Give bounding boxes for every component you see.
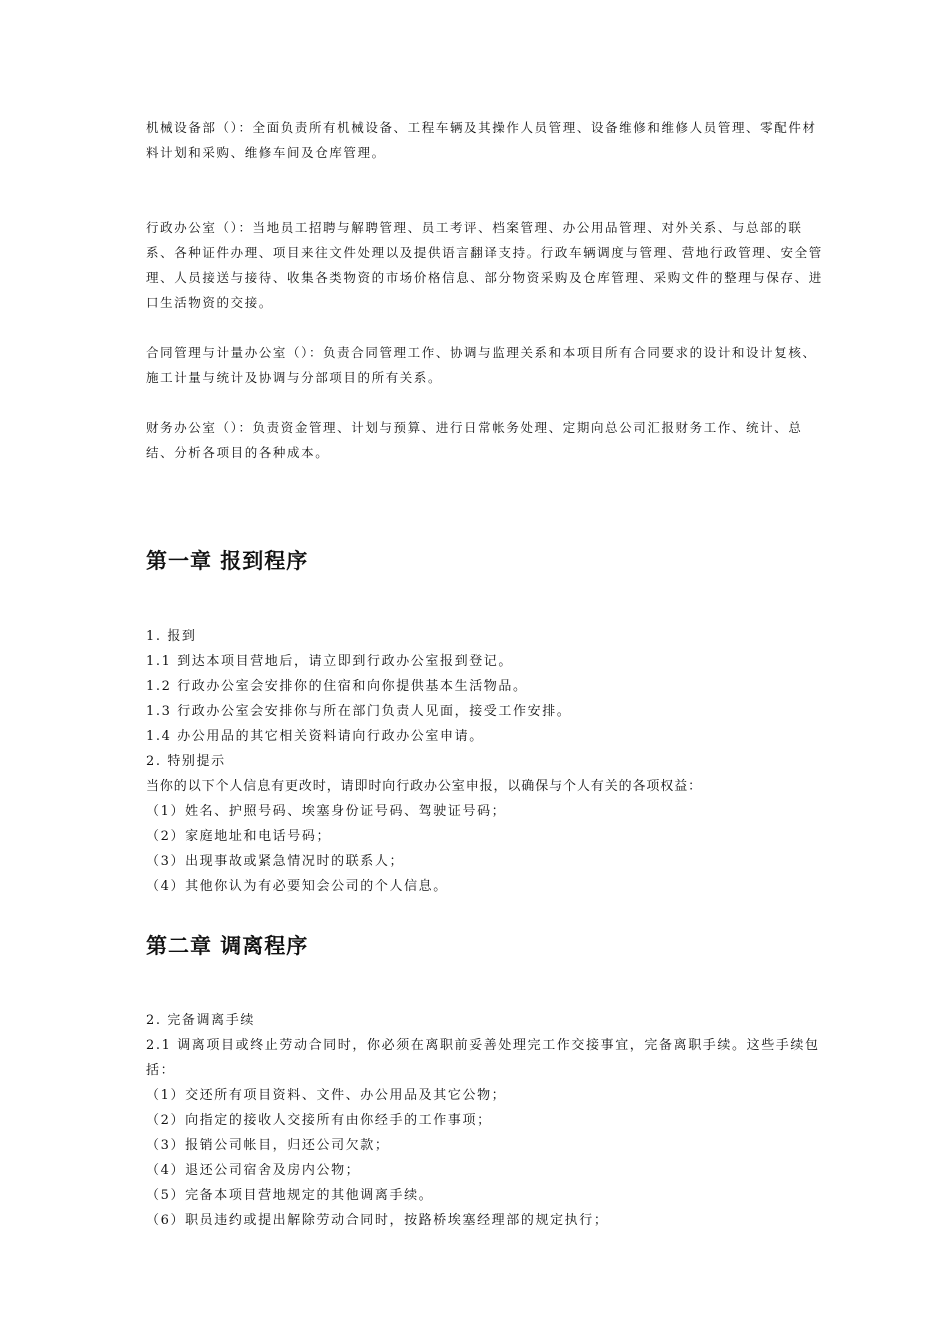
dept-finance-office-paragraph: 财务办公室（）：负责资金管理、计划与预算、进行日常帐务处理、定期向总公司汇报财务工作、统计、总结、分析各项目的各种成本。 bbox=[146, 420, 803, 460]
list-item: 2. 特别提示 bbox=[146, 754, 226, 769]
list-item: （2）家庭地址和电话号码； bbox=[146, 829, 332, 844]
list-item: （4）其他你认为有必要知会公司的个人信息。 bbox=[146, 879, 448, 894]
list-item: （2）向指定的接收人交接所有由你经手的工作事项； bbox=[146, 1113, 492, 1128]
list-item: 2. 完备调离手续 bbox=[146, 1013, 255, 1028]
list-item: （4）退还公司宿舍及房内公物； bbox=[146, 1163, 361, 1178]
list-item: 1.2 行政办公室会安排你的住宿和向你提供基本生活物品。 bbox=[146, 679, 528, 694]
list-item: 1. 报到 bbox=[146, 629, 197, 644]
dept-contract-office-paragraph: 合同管理与计量办公室（）：负责合同管理工作、协调与监理关系和本项目所有合同要求的设计和设计复核、施工计量与统计及协调与分部项目的所有关系。 bbox=[146, 345, 817, 385]
list-item: （6）职员违约或提出解除劳动合同时，按路桥埃塞经理部的规定执行； bbox=[146, 1213, 609, 1228]
list-item: 1.4 办公用品的其它相关资料请向行政办公室申请。 bbox=[146, 729, 484, 744]
list-item: （1）交还所有项目资料、文件、办公用品及其它公物； bbox=[146, 1088, 507, 1103]
chapter1-list bbox=[146, 624, 846, 899]
list-item: （3）出现事故或紧急情况时的联系人； bbox=[146, 854, 405, 869]
chapter2-title: 第二章 调离程序 bbox=[146, 934, 309, 958]
list-item: 1.1 到达本项目营地后，请立即到行政办公室报到登记。 bbox=[146, 654, 514, 669]
chapter2-list bbox=[146, 1008, 846, 1233]
list-item: 当你的以下个人信息有更改时，请即时向行政办公室申报，以确保与个人有关的各项权益： bbox=[146, 779, 703, 794]
list-item: 1.3 行政办公室会安排你与所在部门负责人见面，接受工作安排。 bbox=[146, 704, 572, 719]
chapter1-title: 第一章 报到程序 bbox=[146, 549, 309, 573]
dept-mechanical-paragraph: 机械设备部（）：全面负责所有机械设备、工程车辆及其操作人员管理、设备维修和维修人员管理、零配件材料计划和采购、维修车间及仓库管理。 bbox=[146, 120, 817, 160]
list-item: （3）报销公司帐目，归还公司欠款； bbox=[146, 1138, 390, 1153]
dept-admin-office-paragraph: 行政办公室（）：当地员工招聘与解聘管理、员工考评、档案管理、办公用品管理、对外关系、与总部的联系、各种证件办理、项目来往文件处理以及提供语言翻译支持。行政车辆调度与管理、营地行政管理、安全管理、人员接送与接待、收集各类物资的市场价格信息、部分物资采购及仓库管理、采购文件的整理与保存、进口生活物资的交接。 bbox=[146, 220, 823, 310]
list-item: （5）完备本项目营地规定的其他调离手续。 bbox=[146, 1188, 434, 1203]
list-item: （1）姓名、护照号码、埃塞身份证号码、驾驶证号码； bbox=[146, 804, 507, 819]
list-item: 2.1 调离项目或终止劳动合同时，你必须在离职前妥善处理完工作交接事宜，完备离职手续。这些手续包括： bbox=[146, 1038, 820, 1078]
